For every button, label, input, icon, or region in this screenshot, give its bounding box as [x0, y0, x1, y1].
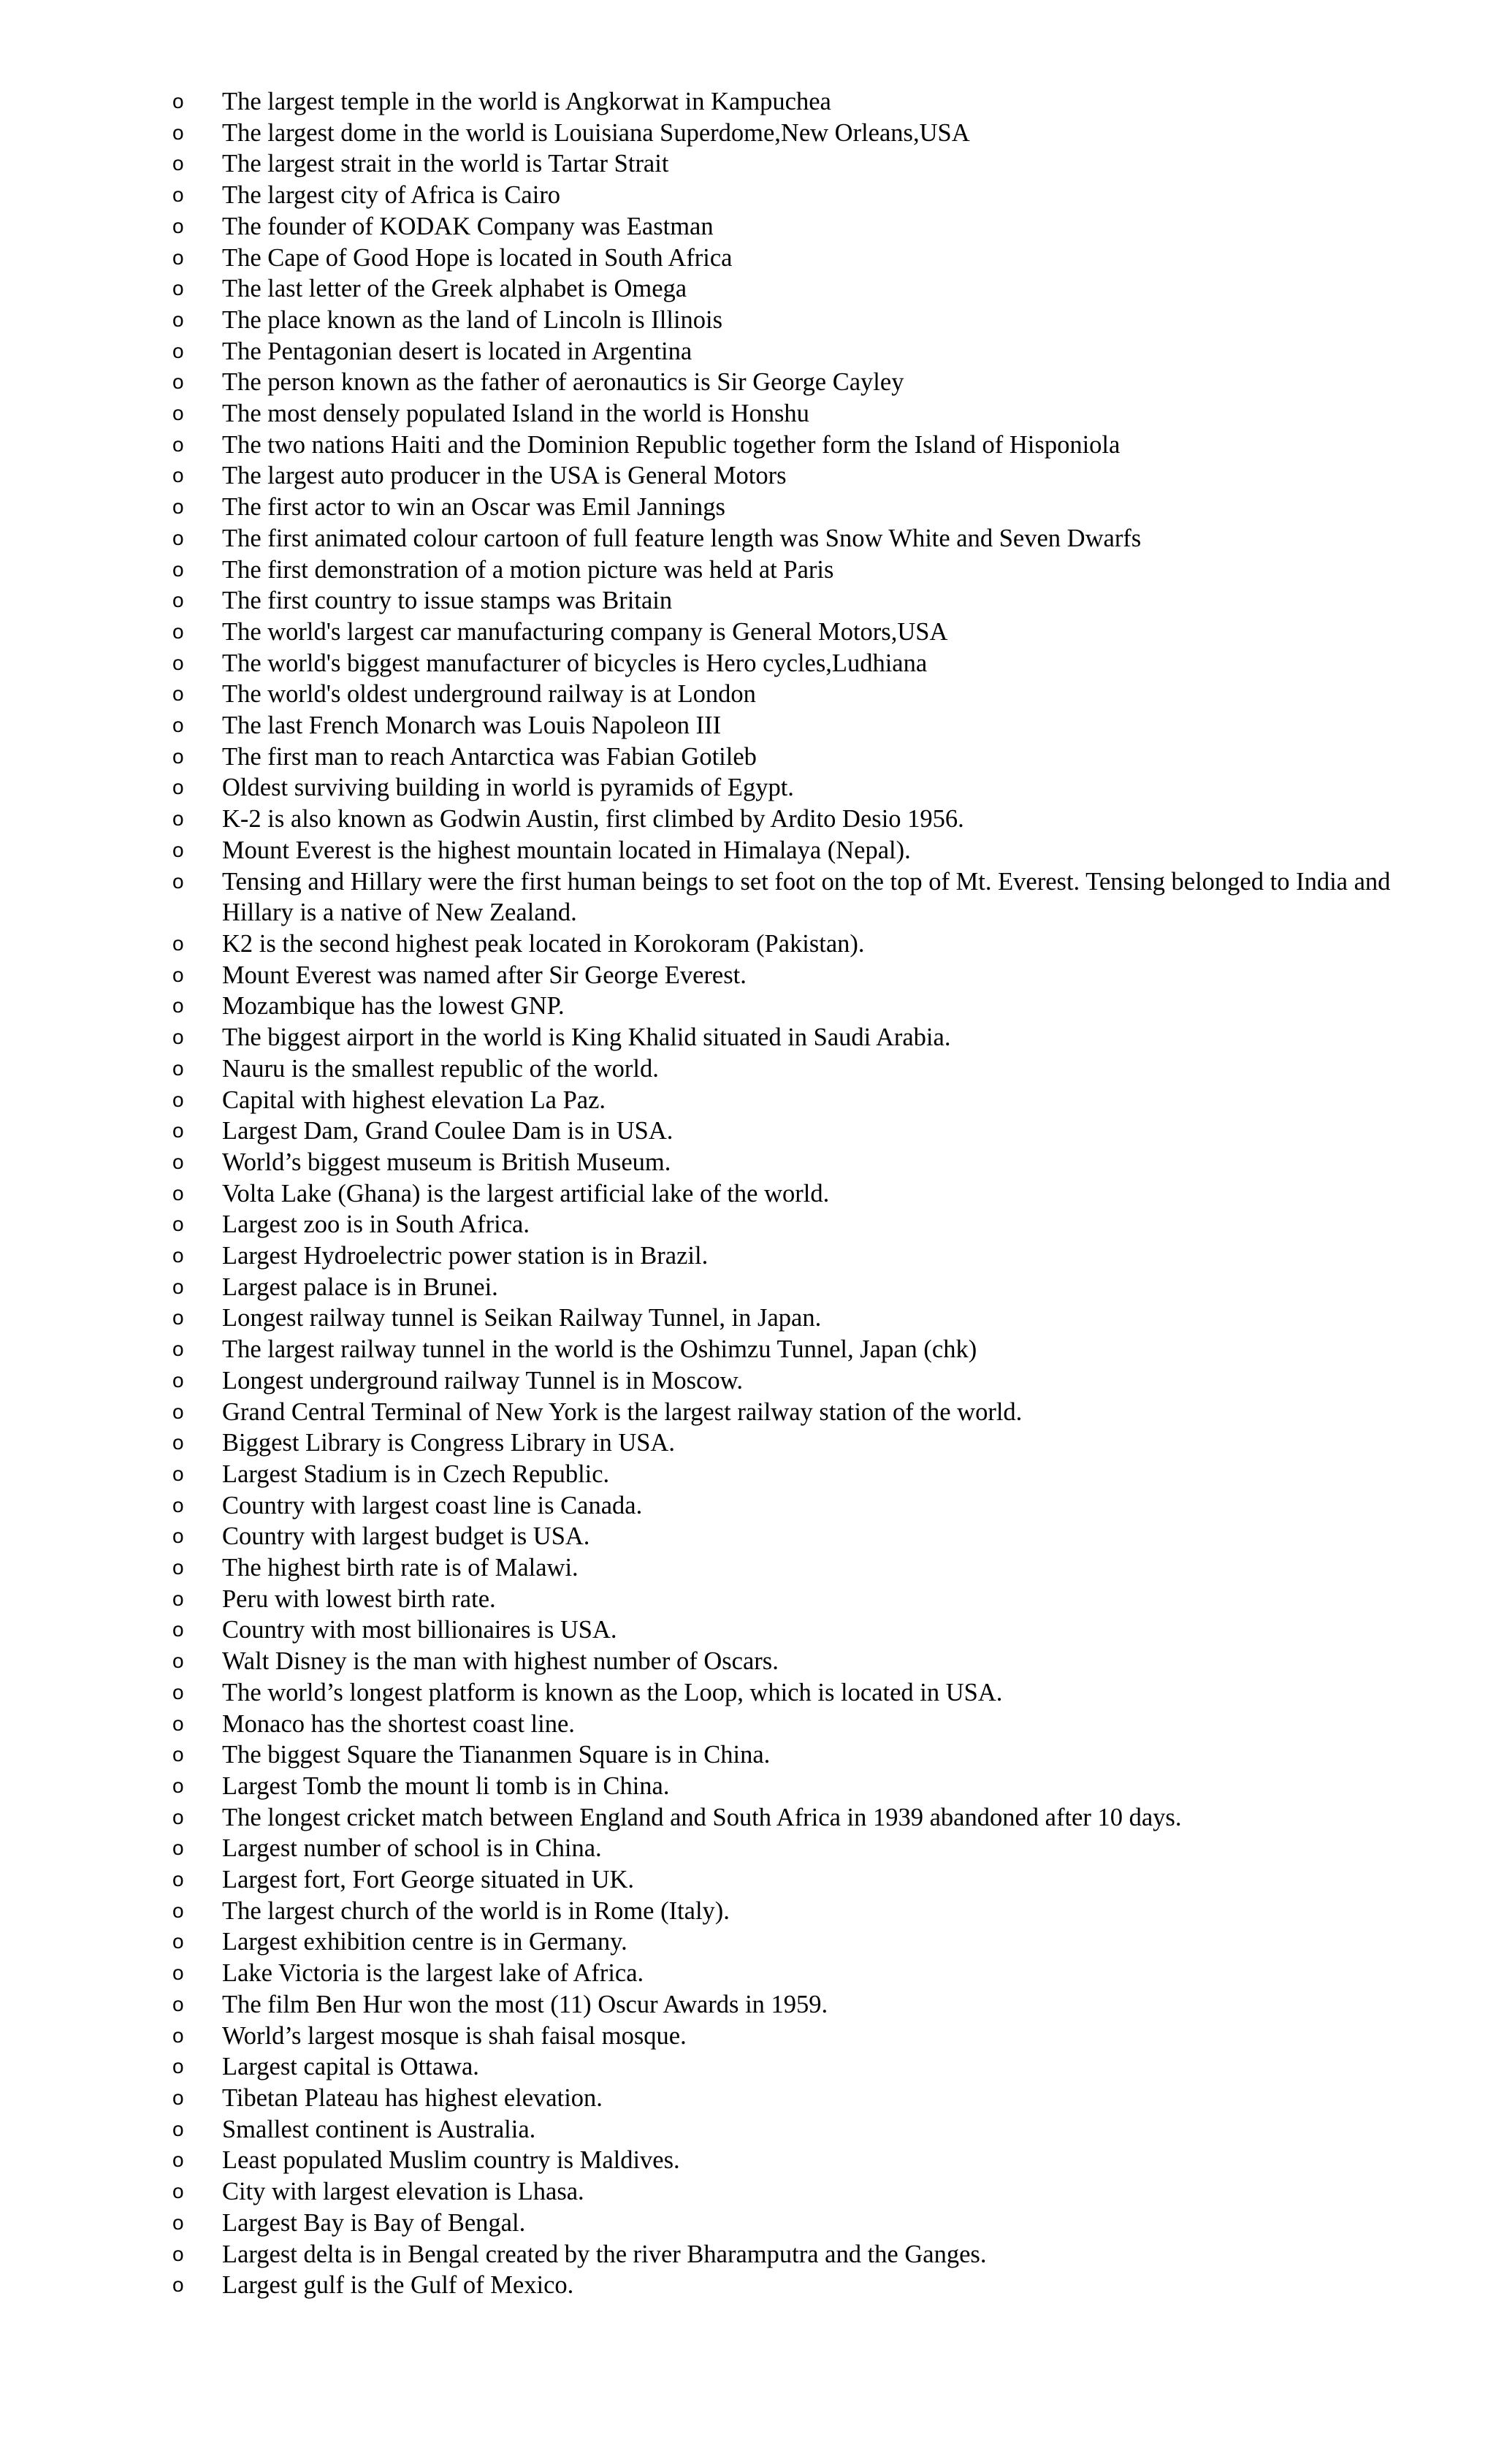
bullet-icon: o [172, 245, 184, 269]
list-item-text: Largest Dam, Grand Coulee Dam is in USA. [222, 1117, 673, 1145]
list-item [172, 2208, 1458, 2239]
list-item-text: City with largest elevation is Lhasa. [222, 2178, 584, 2206]
bullet-icon: o [172, 1181, 184, 1205]
list-item [172, 928, 1458, 960]
list-item [172, 1397, 1458, 1428]
list-item-text: The place known as the land of Lincoln is Illinois [222, 305, 723, 334]
list-item [172, 1864, 1458, 1896]
bullet-icon: o [172, 1525, 184, 1548]
list-item [172, 1365, 1458, 1397]
bullet-icon: o [172, 277, 184, 300]
list-item-text: Longest railway tunnel is Seikan Railway Tunnel, in Japan. [222, 1304, 822, 1332]
list-item-text: Walt Disney is the man with highest number of Oscars. [222, 1647, 779, 1676]
list-item-text: Largest number of school is in China. [222, 1834, 602, 1863]
list-item-text: World’s largest mosque is shah faisal mosque. [222, 2021, 687, 2050]
list-item-text: Mount Everest was named after Sir George Everest. [222, 961, 747, 989]
list-item [172, 1709, 1458, 1740]
bullet-icon: o [172, 1056, 184, 1080]
list-item-text: Least populated Muslim country is Maldives. [222, 2146, 680, 2175]
list-item [172, 1085, 1458, 1116]
list-item [172, 1240, 1458, 1272]
bullet-icon: o [172, 994, 184, 1018]
facts-list [172, 86, 1458, 2301]
list-item-text: The largest auto producer in the USA is General Motors [222, 462, 787, 490]
list-item-text: The world's oldest underground railway is at London [222, 680, 756, 709]
list-item-text: Country with largest budget is USA. [222, 1522, 590, 1551]
list-item [172, 148, 1458, 180]
list-item-text: The world's largest car manufacturing company is General Motors,USA [222, 617, 948, 646]
list-item [172, 1334, 1458, 1365]
list-item-text: Largest delta is in Bengal created by the river Bharamputra and the Ganges. [222, 2240, 987, 2268]
list-item [172, 1459, 1458, 1490]
list-item [172, 460, 1458, 492]
list-item-text: The person known as the father of aeronautics is Sir George Cayley [222, 368, 904, 397]
bullet-icon: o [172, 1213, 184, 1236]
list-item-text: Country with largest coast line is Canada. [222, 1491, 643, 1519]
list-item [172, 804, 1458, 835]
list-item-text: The biggest Square the Tiananmen Square is in China. [222, 1741, 771, 1769]
list-item [172, 1521, 1458, 1552]
bullet-icon: o [172, 807, 184, 831]
list-item [172, 430, 1458, 461]
list-item-text: Mount Everest is the highest mountain located in Himalaya (Nepal). [222, 836, 911, 864]
list-item [172, 336, 1458, 367]
list-item [172, 492, 1458, 523]
list-item [172, 1115, 1458, 1147]
bullet-icon: o [172, 1088, 184, 1111]
bullet-icon: o [172, 432, 184, 456]
list-item-text: The largest dome in the world is Louisiana Superdome,New Orleans,USA [222, 118, 970, 147]
list-item [172, 398, 1458, 430]
list-item [172, 835, 1458, 866]
list-item-text: The two nations Haiti and the Dominion Republic together form the Island of Hisponiola [222, 430, 1121, 459]
list-item-text: Biggest Library is Congress Library in USA. [222, 1429, 675, 1457]
bullet-icon: o [172, 651, 184, 674]
bullet-icon: o [172, 183, 184, 207]
list-item-text: The largest city of Africa is Cairo [222, 181, 561, 210]
list-item [172, 617, 1458, 648]
list-item-text: The most densely populated Island in the world is Honshu [222, 400, 809, 428]
bullet-icon: o [172, 744, 184, 768]
bullet-icon: o [172, 339, 184, 362]
bullet-icon: o [172, 1150, 184, 1173]
list-item [172, 2021, 1458, 2052]
bullet-icon: o [172, 2273, 184, 2297]
list-item-text: World’s biggest museum is British Museum. [222, 1148, 671, 1176]
bullet-icon: o [172, 2086, 184, 2109]
list-item [172, 86, 1458, 118]
list-item [172, 2176, 1458, 2208]
list-item [172, 2051, 1458, 2083]
list-item [172, 273, 1458, 305]
list-item [172, 679, 1458, 710]
list-item [172, 1147, 1458, 1178]
bullet-icon: o [172, 714, 184, 737]
bullet-icon: o [172, 1338, 184, 1361]
list-item [172, 1178, 1458, 1210]
list-item [172, 1614, 1458, 1646]
bullet-icon: o [172, 1431, 184, 1454]
list-item-text: Largest exhibition centre is in Germany. [222, 1928, 627, 1956]
list-item-text: Largest Tomb the mount li tomb is in China. [222, 1771, 670, 1800]
list-item [172, 1053, 1458, 1085]
list-item-text: Oldest surviving building in world is pyramids of Egypt. [222, 774, 794, 802]
list-item [172, 2239, 1458, 2270]
list-item-text: Largest zoo is in South Africa. [222, 1210, 530, 1239]
bullet-icon: o [172, 1992, 184, 2015]
bullet-icon: o [172, 121, 184, 144]
list-item [172, 648, 1458, 679]
list-item-text: Mozambique has the lowest GNP. [222, 992, 565, 1021]
list-item-text: Tensing and Hillary were the first human beings to set foot on the top of Mt. Everest. Tensing belonged to India and Hillary is a native of New Zealand. [222, 867, 1391, 927]
bullet-icon: o [172, 214, 184, 237]
list-item [172, 1584, 1458, 1615]
list-item-text: The largest railway tunnel in the world is the Oshimzu Tunnel, Japan (chk) [222, 1335, 977, 1364]
list-item-text: Largest Bay is Bay of Bengal. [222, 2208, 526, 2237]
list-item-text: Largest fort, Fort George situated in UK. [222, 1866, 635, 1894]
list-item [172, 1302, 1458, 1334]
list-item [172, 523, 1458, 554]
bullet-icon: o [172, 2117, 184, 2140]
bullet-icon: o [172, 619, 184, 643]
list-item [172, 710, 1458, 741]
list-item [172, 1739, 1458, 1771]
list-item [172, 1022, 1458, 1053]
bullet-icon: o [172, 2024, 184, 2047]
list-item-text: Tibetan Plateau has highest elevation. [222, 2084, 603, 2112]
bullet-icon: o [172, 526, 184, 549]
bullet-icon: o [172, 963, 184, 986]
list-item-text: Largest Stadium is in Czech Republic. [222, 1460, 610, 1488]
list-item-text: The longest cricket match between England and South Africa in 1939 abandoned after 10 days. [222, 1803, 1182, 1831]
bullet-icon: o [172, 152, 184, 175]
list-item-text: The founder of KODAK Company was Eastman [222, 212, 714, 240]
list-item [172, 180, 1458, 211]
list-item-text: Grand Central Terminal of New York is the largest railway station of the world. [222, 1397, 1023, 1426]
bullet-icon: o [172, 1119, 184, 1143]
bullet-icon: o [172, 495, 184, 519]
bullet-icon: o [172, 2055, 184, 2078]
list-item-text: The Cape of Good Hope is located in South Africa [222, 243, 733, 272]
bullet-icon: o [172, 2242, 184, 2265]
list-item-text: Largest gulf is the Gulf of Mexico. [222, 2271, 574, 2300]
list-item-text: The first demonstration of a motion picture was held at Paris [222, 555, 834, 584]
list-item-text: Lake Victoria is the largest lake of Africa. [222, 1959, 644, 1988]
list-item [172, 960, 1458, 991]
list-item-text: The highest birth rate is of Malawi. [222, 1554, 579, 1582]
bullet-icon: o [172, 90, 184, 112]
list-item-text: The largest church of the world is in Rome (Italy). [222, 1896, 730, 1925]
bullet-icon: o [172, 1680, 184, 1704]
bullet-icon: o [172, 776, 184, 799]
bullet-icon: o [172, 1868, 184, 1891]
list-item [172, 1989, 1458, 2021]
bullet-icon: o [172, 931, 184, 955]
bullet-icon: o [172, 2148, 184, 2172]
list-item-text: The biggest airport in the world is King Khalid situated in Saudi Arabia. [222, 1023, 951, 1052]
list-item-text: The first animated colour cartoon of full feature length was Snow White and Seven Dwarfs [222, 524, 1142, 552]
bullet-icon: o [172, 2180, 184, 2203]
bullet-icon: o [172, 1649, 184, 1673]
list-item-text: Largest Hydroelectric power station is in Brazil. [222, 1242, 709, 1270]
list-item [172, 585, 1458, 617]
list-item-text: Monaco has the shortest coast line. [222, 1709, 575, 1738]
list-item [172, 1926, 1458, 1958]
list-item-text: The largest strait in the world is Tartar Strait [222, 150, 669, 178]
list-item [172, 305, 1458, 336]
bullet-icon: o [172, 308, 184, 331]
list-item [172, 1427, 1458, 1459]
bullet-icon: o [172, 2211, 184, 2234]
list-item [172, 741, 1458, 773]
list-item [172, 2270, 1458, 2301]
list-item-text: Country with most billionaires is USA. [222, 1616, 617, 1644]
list-item-text: The first actor to win an Oscar was Emil Jannings [222, 493, 725, 522]
bullet-icon: o [172, 1368, 184, 1392]
list-item-text: Nauru is the smallest republic of the world. [222, 1054, 659, 1083]
list-item [172, 1209, 1458, 1240]
list-item [172, 991, 1458, 1022]
list-item [172, 554, 1458, 586]
bullet-icon: o [172, 1026, 184, 1049]
list-item [172, 1771, 1458, 1802]
bullet-icon: o [172, 557, 184, 581]
bullet-icon: o [172, 1961, 184, 1985]
bullet-icon: o [172, 1836, 184, 1860]
list-item-text: Volta Lake (Ghana) is the largest artificial lake of the world. [222, 1179, 830, 1208]
list-item-text: The film Ben Hur won the most (11) Oscur Awards in 1959. [222, 1990, 828, 2018]
bullet-icon: o [172, 1587, 184, 1610]
list-item-text: The world's biggest manufacturer of bicycles is Hero cycles,Ludhiana [222, 649, 928, 677]
list-item [172, 1646, 1458, 1677]
bullet-icon: o [172, 1462, 184, 1485]
list-item-text: K2 is the second highest peak located in Korokoram (Pakistan). [222, 929, 865, 958]
list-item-text: Largest capital is Ottawa. [222, 2053, 479, 2081]
bullet-icon: o [172, 1899, 184, 1922]
bullet-icon: o [172, 869, 184, 893]
list-item [172, 243, 1458, 274]
list-item [172, 772, 1458, 804]
list-item [172, 1677, 1458, 1709]
list-item-text: Smallest continent is Australia. [222, 2115, 536, 2143]
bullet-icon: o [172, 1618, 184, 1641]
bullet-icon: o [172, 1306, 184, 1330]
list-item-text: The world’s longest platform is known as the Loop, which is located in USA. [222, 1678, 1003, 1706]
list-item-text: The first man to reach Antarctica was Fabian Gotileb [222, 742, 757, 771]
bullet-icon: o [172, 589, 184, 612]
bullet-icon: o [172, 1275, 184, 1298]
list-item [172, 2083, 1458, 2114]
bullet-icon: o [172, 1805, 184, 1828]
list-item [172, 1896, 1458, 1927]
list-item [172, 1272, 1458, 1303]
list-item-text: Longest underground railway Tunnel is in Moscow. [222, 1366, 743, 1395]
list-item [172, 1833, 1458, 1864]
list-item [172, 118, 1458, 149]
list-item [172, 2145, 1458, 2176]
list-item-text: Largest palace is in Brunei. [222, 1273, 498, 1301]
list-item-text: The first country to issue stamps was Britain [222, 587, 673, 615]
list-item [172, 1958, 1458, 1989]
bullet-icon: o [172, 1930, 184, 1953]
list-item [172, 367, 1458, 398]
bullet-icon: o [172, 402, 184, 425]
list-item [172, 2114, 1458, 2145]
bullet-icon: o [172, 370, 184, 394]
bullet-icon: o [172, 838, 184, 861]
list-item-text: Capital with highest elevation La Paz. [222, 1086, 606, 1114]
list-item [172, 1552, 1458, 1584]
list-item-text: The last French Monarch was Louis Napoleon III [222, 712, 722, 740]
list-item-text: The Pentagonian desert is located in Argentina [222, 337, 692, 365]
bullet-icon: o [172, 1493, 184, 1517]
list-item-text: Peru with lowest birth rate. [222, 1584, 496, 1613]
list-item [172, 866, 1458, 928]
bullet-icon: o [172, 1774, 184, 1797]
bullet-icon: o [172, 464, 184, 487]
list-item [172, 211, 1458, 243]
bullet-icon: o [172, 1743, 184, 1766]
bullet-icon: o [172, 1244, 184, 1267]
list-item-text: The largest temple in the world is Angkorwat in Kampuchea [222, 88, 831, 115]
bullet-icon: o [172, 1712, 184, 1735]
bullet-icon: o [172, 682, 184, 706]
list-item [172, 1802, 1458, 1834]
list-item-text: The last letter of the Greek alphabet is Omega [222, 275, 687, 303]
bullet-icon: o [172, 1556, 184, 1579]
list-item-text: K-2 is also known as Godwin Austin, first climbed by Ardito Desio 1956. [222, 805, 964, 834]
list-item [172, 1490, 1458, 1522]
bullet-icon: o [172, 1400, 184, 1423]
